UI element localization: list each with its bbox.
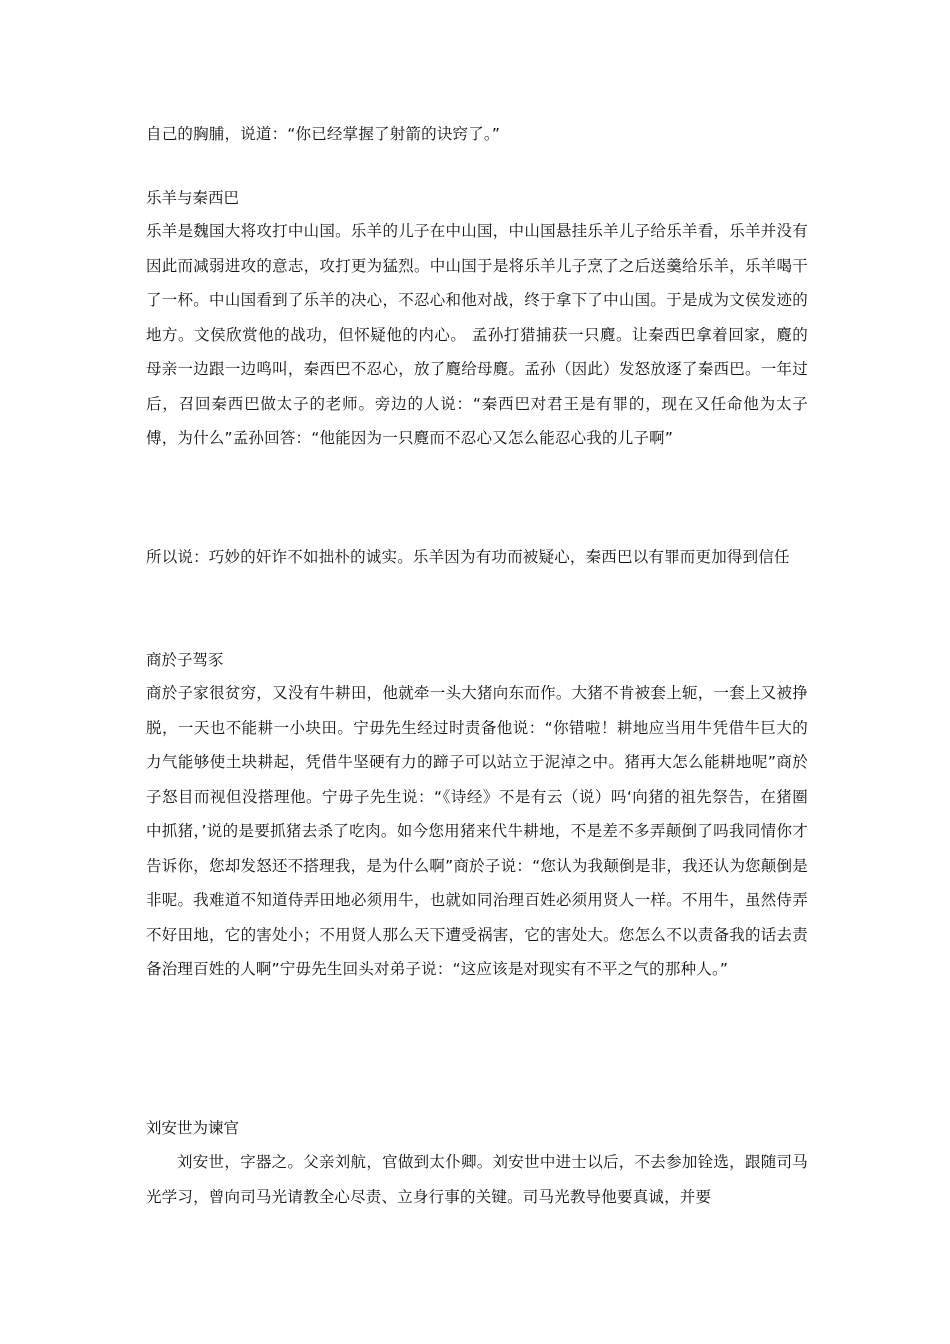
intro-paragraph: 自己的胸脯，说道：“你已经掌握了射箭的诀窍了。” (146, 125, 501, 143)
paragraph-le-yang-story: 乐羊是魏国大将攻打中山国。乐羊的儿子在中山国，中山国悬挂乐羊儿子给乐羊看，乐羊并没有因此而减弱进攻的意志，攻打更为猛烈。中山国于是将乐羊儿子烹了之后送羹给乐羊，乐羊喝干了一杯。中山国看到了乐羊的决心，不忍心和他对战，终于拿下了中山国。于是成为文侯发迹的地方。文侯欣赏他的战功，但怀疑他的内心。 孟孙打猎捕获一只麑。让秦西巴拿着回家，麑的母亲一边跟一边鸣叫，秦西巴不忍心，放了麑给母麑。孟孙（因此）发怒放逐了秦西巴。一年过后，召回秦西巴做太子的老师。旁边的人说：“秦西巴对君王是有罪的，现在又任命他为太子傅，为什么”孟孙回答：“他能因为一只麑而不忍心又怎么能忍心我的儿子啊” (146, 222, 808, 447)
section-title-le-yang: 乐羊与秦西巴 (146, 189, 240, 207)
paragraph-shang-yu-zi-story: 商於子家很贫穷，又没有牛耕田，他就牵一头大猪向东而作。大猪不肯被套上轭，一套上又被挣脱，一天也不能耕一小块田。宁毋先生经过时责备他说：“你错啦！耕地应当用牛凭借牛巨大的力气能够使土块耕起，凭借牛坚硬有力的蹄子可以站立于泥淖之中。猪再大怎么能耕地呢”商於子怒目而视但没搭理他。宁毋子先生说：“《诗经》不是有云（说）吗‘向猪的祖先祭告，在猪圈中抓猪，’说的是要抓猪去杀了吃肉。如今您用猪来代牛耕地，不是差不多弄颠倒了吗我同情你才告诉你，您却发怒还不搭理我，是为什么啊”商於子说：“您认为我颠倒是非，我还认为您颠倒是非呢。我难道不知道侍弄田地必须用牛，也就如同治理百姓必须用贤人一样。不用牛，虽然侍弄不好田地，它的害处小；不用贤人那么天下遭受祸害，它的害处大。您怎么不以责备我的话去责备治理百姓的人啊”宁毋先生回头对弟子说：“这应该是对现实有不平之气的那种人。” (146, 684, 808, 978)
section-title-liu-an-shi: 刘安世为谏官 (146, 1119, 240, 1137)
paragraph-le-yang-moral: 所以说：巧妙的奸诈不如拙朴的诚实。乐羊因为有功而被疑心，秦西巴以有罪而更加得到信任 (146, 548, 790, 566)
section-title-shang-yu-zi: 商於子驾豕 (146, 651, 224, 669)
paragraph-liu-an-shi-story: 刘安世，字器之。父亲刘航，官做到太仆卿。刘安世中进士以后，不去参加铨选，跟随司马光学习，曾向司马光请教全心尽责、立身行事的关键。司马光教导他要真诚，并要 (146, 1153, 808, 1206)
